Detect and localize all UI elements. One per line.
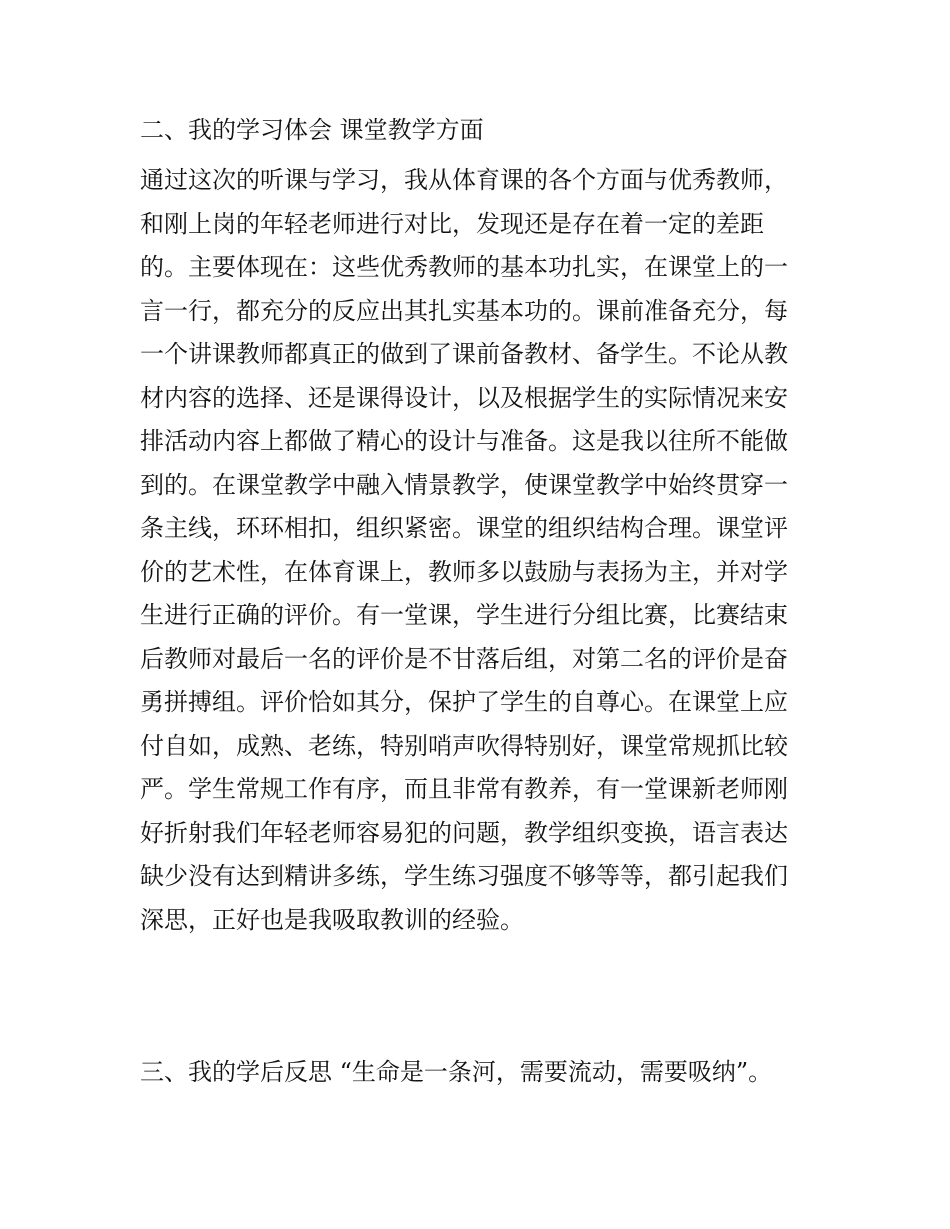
paragraph-line: 一个讲课教师都真正的做到了课前备教材、备学生。不论从教 xyxy=(140,340,788,368)
paragraph-line: 勇拼搏组。评价恰如其分，保护了学生的自尊心。在课堂上应 xyxy=(140,688,788,716)
paragraph-line: 深思，正好也是我吸取教训的经验。 xyxy=(140,905,524,934)
section-two-heading: 二、我的学习体会 课堂教学方面 xyxy=(140,116,484,144)
paragraph-line: 价的艺术性，在体育课上，教师多以鼓励与表扬为主，并对学 xyxy=(140,557,788,586)
paragraph-line: 和刚上岗的年轻老师进行对比，发现还是存在着一定的差距 xyxy=(140,209,764,238)
paragraph-line: 条主线，环环相扣，组织紧密。课堂的组织结构合理。课堂评 xyxy=(140,514,788,542)
paragraph-line: 缺少没有达到精讲多练，学生练习强度不够等等，都引起我们 xyxy=(140,862,788,890)
paragraph-line: 后教师对最后一名的评价是不甘落后组，对第二名的评价是奋 xyxy=(140,644,788,673)
paragraph-line: 通过这次的听课与学习，我从体育课的各个方面与优秀教师， xyxy=(140,166,788,194)
paragraph-line: 严。学生常规工作有序，而且非常有教养，有一堂课新老师刚 xyxy=(140,775,788,803)
paragraph-line: 言一行，都充分的反应出其扎实基本功的。课前准备充分，每 xyxy=(140,296,788,325)
paragraph-line: 材内容的选择、还是课得设计，以及根据学生的实际情况来安 xyxy=(140,383,788,412)
paragraph-line: 的。主要体现在：这些优秀教师的基本功扎实，在课堂上的一 xyxy=(140,253,788,281)
paragraph-line: 生进行正确的评价。有一堂课，学生进行分组比赛，比赛结束 xyxy=(140,601,788,629)
section-three-heading: 三、我的学后反思 “生命是一条河，需要流动，需要吸纳”。 xyxy=(140,1058,773,1086)
paragraph-line: 排活动内容上都做了精心的设计与准备。这是我以往所不能做 xyxy=(140,427,788,455)
section-two-paragraph xyxy=(140,162,820,945)
paragraph-line: 付自如，成熟、老练，特别哨声吹得特别好，课堂常规抓比较 xyxy=(140,731,788,760)
paragraph-line: 到的。在课堂教学中融入情景教学，使课堂教学中始终贯穿一 xyxy=(140,470,788,499)
paragraph-line: 好折射我们年轻老师容易犯的问题，教学组织变换，语言表达 xyxy=(140,818,788,847)
